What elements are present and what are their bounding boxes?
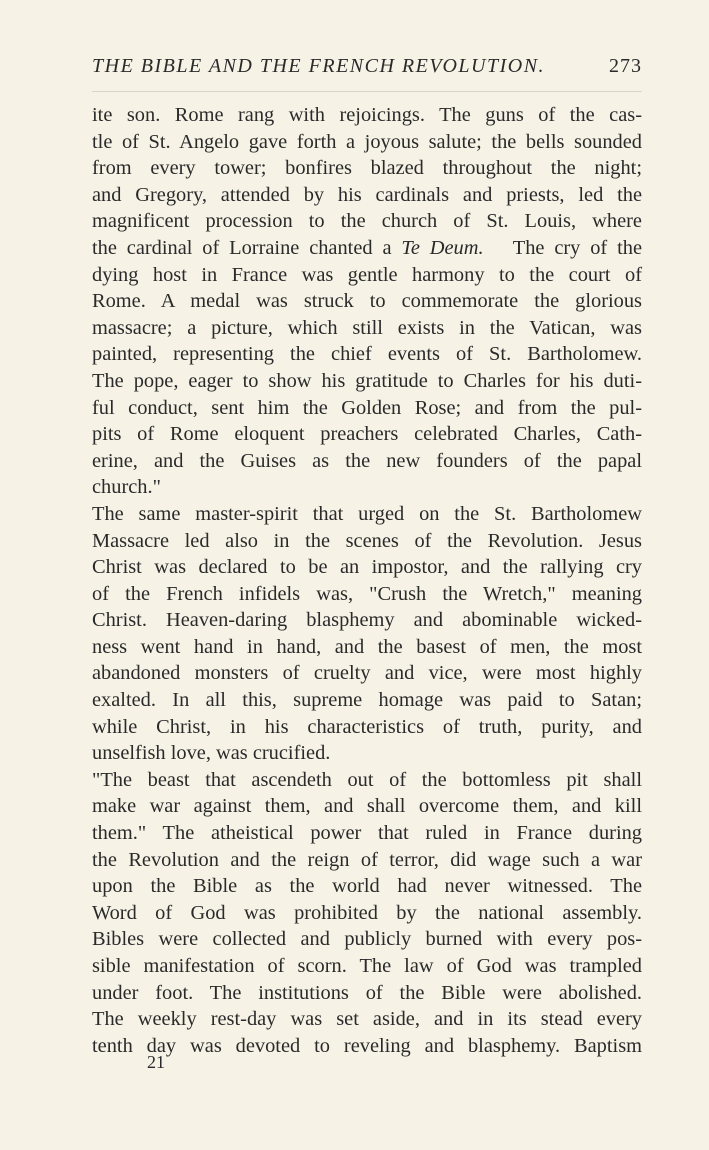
text-line: ful conduct, sent him the Golden Rose; and from the pul- xyxy=(92,396,642,419)
text-line: Massacre led also in the scenes of the Revolution. Jesus xyxy=(92,529,642,552)
text-line: dying host in France was gentle harmony to the court of xyxy=(92,263,642,286)
text-line: upon the Bible as the world had never witnessed. The xyxy=(92,875,642,898)
text-line: Christ. Heaven-daring blasphemy and abominable wicked- xyxy=(92,609,642,632)
running-head xyxy=(92,55,642,78)
text-line: while Christ, in his characteristics of truth, purity, and xyxy=(92,715,642,738)
text-line: and Gregory, attended by his cardinals and priests, led the xyxy=(92,183,642,206)
text-line: Christ was declared to be an impostor, and the rallying cry xyxy=(92,556,642,579)
text-line: under foot. The institutions of the Bible were abolished. xyxy=(92,981,642,1004)
text-line: ite son. Rome rang with rejoicings. The guns of the cas- xyxy=(92,104,642,126)
text-line: from every tower; bonfires blazed throughout the night; xyxy=(92,157,642,180)
text-line: massacre; a picture, which still exists in the Vatican, was xyxy=(92,316,642,339)
text-line-with-italic xyxy=(92,235,642,262)
text-line: them." The atheistical power that ruled in France during xyxy=(92,822,642,845)
text-line: tenth day was devoted to reveling and blasphemy. Baptism xyxy=(92,1034,642,1057)
text-fragment: the cardinal of Lorraine chanted a xyxy=(92,236,402,259)
text-line: The weekly rest-day was set aside, and in its stead every xyxy=(92,1008,642,1031)
page-number: 273 xyxy=(609,55,642,77)
text-line: The pope, eager to show his gratitude to Charles for his duti- xyxy=(92,369,642,392)
text-line: The same master-spirit that urged on the St. Bartholomew xyxy=(92,502,642,525)
header-rule xyxy=(92,91,642,92)
text-line: exalted. In all this, supreme homage was paid to Satan; xyxy=(92,689,642,712)
text-line: "The beast that ascendeth out of the bottomless pit shall xyxy=(92,768,642,791)
text-line: ness went hand in hand, and the basest of men, the most xyxy=(92,635,642,658)
signature-mark: 21 xyxy=(147,1052,165,1072)
text-line: pits of Rome eloquent preachers celebrated Charles, Cath- xyxy=(92,423,642,446)
text-line: Rome. A medal was struck to commemorate the glorious xyxy=(92,290,642,313)
text-line: unselfish love, was crucified. xyxy=(92,742,331,765)
italic-phrase: Te Deum. xyxy=(401,236,484,259)
text-line: the Revolution and the reign of terror, did wage such a war xyxy=(92,848,642,871)
text-fragment: The cry of the xyxy=(512,236,642,259)
text-line: painted, representing the chief events of St. Bartholomew. xyxy=(92,343,642,366)
paragraph-1 xyxy=(92,102,642,501)
text-line: church." xyxy=(92,476,161,499)
text-line: sible manifestation of scorn. The law of God was trampled xyxy=(92,955,642,977)
text-line: tle of St. Angelo gave forth a joyous salute; the bells sounded xyxy=(92,130,642,153)
running-title: THE BIBLE AND THE FRENCH REVOLUTION. xyxy=(92,55,546,77)
text-line: magnificent procession to the church of St. Louis, where xyxy=(92,210,642,233)
paragraph-2 xyxy=(92,501,642,767)
text-line: Bibles were collected and publicly burned with every pos- xyxy=(92,928,642,951)
text-line: make war against them, and shall overcome them, and kill xyxy=(92,795,642,818)
text-line: abandoned monsters of cruelty and vice, were most highly xyxy=(92,662,642,685)
text-line: Word of God was prohibited by the national assembly. xyxy=(92,901,642,924)
body-text xyxy=(92,102,642,1059)
paragraph-3 xyxy=(92,767,642,1060)
text-line: of the French infidels was, "Crush the Wretch," meaning xyxy=(92,582,642,605)
text-line: erine, and the Guises as the new founders of the papal xyxy=(92,449,642,472)
